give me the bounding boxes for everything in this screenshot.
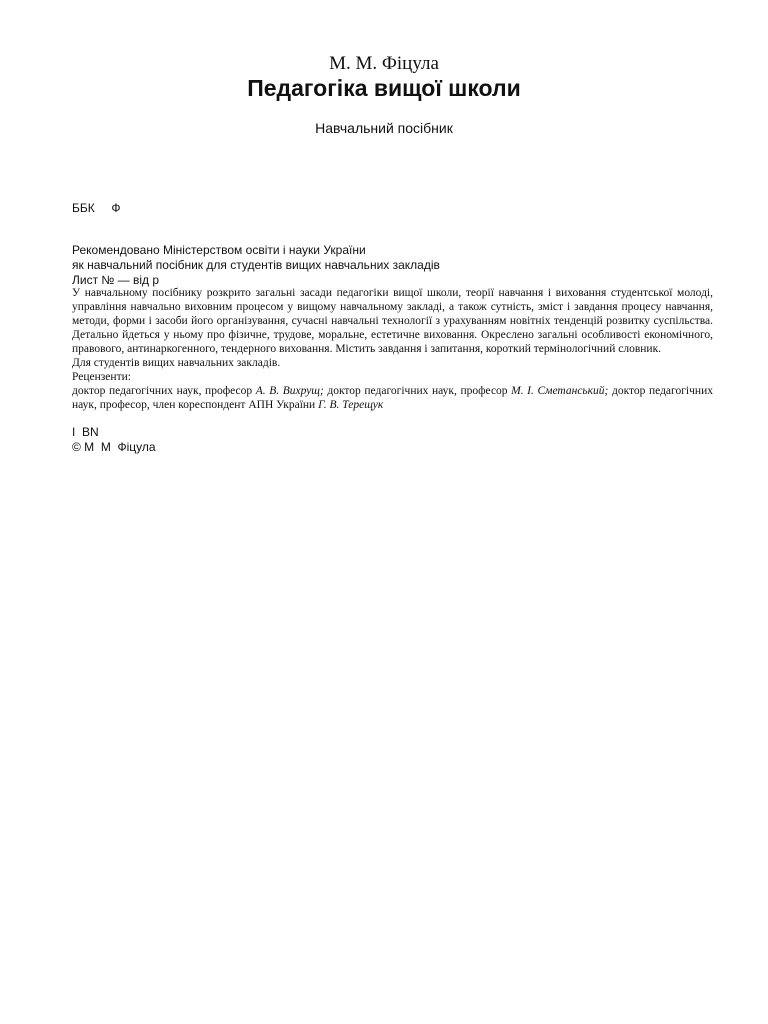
bbk-code: ББК Ф	[72, 201, 121, 215]
reviewer-name: Г. В. Терещук	[318, 399, 384, 411]
copyright-line: © М М Фіцула	[72, 440, 156, 454]
author-name: М. М. Фіцула	[329, 53, 439, 74]
book-subtitle: Навчальний посібник	[315, 120, 453, 136]
recommendation-line-2: як навчальний посібник для студентів вищих навчальних закладів	[72, 258, 440, 272]
reviewer-role: доктор педагогічних наук, професор, член кореспондент АПН України	[72, 385, 713, 411]
reviewer-role: доктор педагогічних наук, професор	[72, 385, 256, 397]
annotation-block	[72, 286, 713, 412]
isbn-line: I BN	[72, 425, 99, 439]
reviewer-role: доктор педагогічних наук, професор	[323, 385, 512, 397]
reviewers-list	[72, 384, 713, 412]
book-title: Педагогіка вищої школи	[247, 75, 521, 101]
reviewers-label: Рецензенти:	[72, 371, 131, 383]
recommendation-line-1: Рекомендовано Міністерством освіти і науки України	[72, 243, 366, 257]
audience-text: Для студентів вищих навчальних закладів.	[72, 357, 281, 369]
reviewer-name: А. В. Вихрущ;	[255, 385, 324, 397]
recommendation-block	[72, 243, 712, 288]
recommendation-sheet: Лист № — від р	[72, 273, 159, 287]
reviewer-name: М. І. Сметанський;	[511, 385, 609, 397]
annotation-text: У навчальному посібнику розкрито загальні засади педагогіки вищої школи, теорії навчання і виховання студентської молоді, управління навчально виховним процесом у вищому навчальному закладі, а також сутність, зміст і завдання процесу навчання, методи, форми і засоби його організування, сучасні навчальні технології з урахуванням новітніх тенденцій розвитку суспільства. Детально йдеться у ньому про фізичне, трудове, моральне, естетичне виховання. Окреслено загальні особливості економічного, правового, антинаркогенного, тендерного виховання. Містить завдання і запитання, короткий термінологічний словник.	[72, 287, 713, 355]
